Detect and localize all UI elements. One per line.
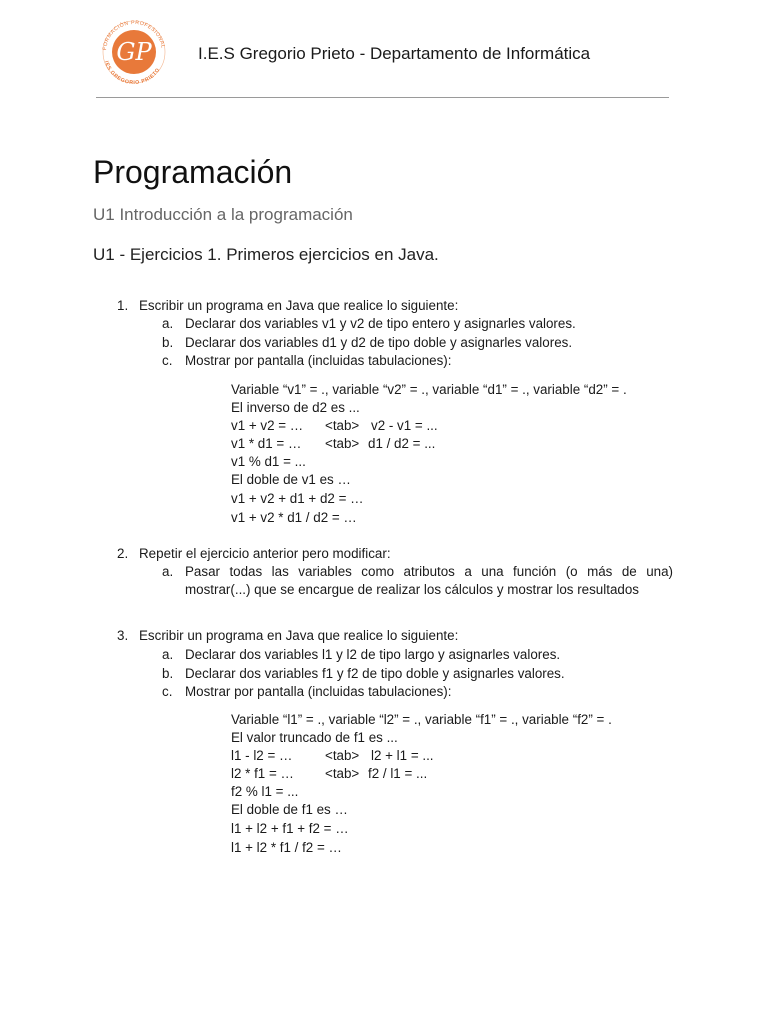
section-title: U1 - Ejercicios 1. Primeros ejercicios en Java. [93,245,439,264]
page-header [96,14,669,98]
item-text: Pasar todas las variables como atributos a una función (o más de una) [185,564,673,579]
output-line: v1 + v2 = … [231,418,304,433]
item-letter: c. [162,684,173,699]
output-tab: <tab> [325,418,360,433]
exercise-text: Escribir un programa en Java que realice lo siguiente: [139,298,459,313]
exercise-text: Repetir el ejercicio anterior pero modificar: [139,546,391,561]
exercise-number: 2. [117,546,129,561]
page-subtitle: U1 Introducción a la programación [93,205,353,224]
output-line: v1 % d1 = ... [231,454,306,469]
output-line: v1 * d1 = … [231,436,302,451]
exercise-number: 3. [117,628,129,643]
header-title: I.E.S Gregorio Prieto - Departamento de Informática [198,44,591,63]
school-logo [96,14,172,90]
page-title: Programación [93,154,293,190]
item-text-continuation: mostrar(...) que se encargue de realizar los cálculos y mostrar los resultados [185,582,639,597]
output-line-right: v2 - v1 = ... [371,418,438,433]
item-letter: a. [162,647,174,662]
output-line: v1 + v2 * d1 / d2 = … [231,510,357,525]
item-letter: a. [162,564,174,579]
output-tab: <tab> [325,766,360,781]
output-tab: <tab> [325,748,360,763]
item-text: Mostrar por pantalla (incluidas tabulaciones): [185,353,452,368]
item-letter: b. [162,335,174,350]
item-text: Mostrar por pantalla (incluidas tabulaciones): [185,684,452,699]
item-text: Declarar dos variables l1 y l2 de tipo largo y asignarles valores. [185,647,561,662]
item-letter: c. [162,353,173,368]
output-line: l2 * f1 = … [231,766,294,781]
item-letter: a. [162,316,174,331]
item-text: Declarar dos variables v1 y v2 de tipo entero y asignarles valores. [185,316,576,331]
item-letter: b. [162,666,174,681]
output-line-right: d1 / d2 = ... [368,436,436,451]
output-line: El valor truncado de f1 es ... [231,730,398,745]
output-line: El doble de f1 es … [231,802,348,817]
output-line-right: f2 / l1 = ... [368,766,428,781]
output-line: El inverso de d2 es ... [231,400,360,415]
output-line: Variable “v1” = ., variable “v2” = ., variable “d1” = ., variable “d2” = . [231,382,627,397]
logo-monogram: GP [116,38,152,66]
item-text: Declarar dos variables d1 y d2 de tipo doble y asignarles valores. [185,335,573,350]
item-text: Declarar dos variables f1 y f2 de tipo doble y asignarles valores. [185,666,565,681]
output-line: l1 + l2 * f1 / f2 = … [231,840,342,855]
output-line: v1 + v2 + d1 + d2 = … [231,491,364,506]
exercise-number: 1. [117,298,129,313]
svg-text:FORMACIÓN PROFESIONAL: FORMACIÓN PROFESIONAL [102,19,166,51]
output-line: El doble de v1 es … [231,472,351,487]
svg-text:IES GREGORIO PRIETO: IES GREGORIO PRIETO [102,60,162,87]
output-tab: <tab> [325,436,360,451]
output-line: l1 + l2 + f1 + f2 = … [231,821,349,836]
output-line: Variable “l1” = ., variable “l2” = ., variable “f1” = ., variable “f2” = . [231,712,612,727]
output-line: l1 - l2 = … [231,748,293,763]
output-line: f2 % l1 = ... [231,784,299,799]
exercise-text: Escribir un programa en Java que realice lo siguiente: [139,628,459,643]
output-line-right: l2 + l1 = ... [371,748,434,763]
